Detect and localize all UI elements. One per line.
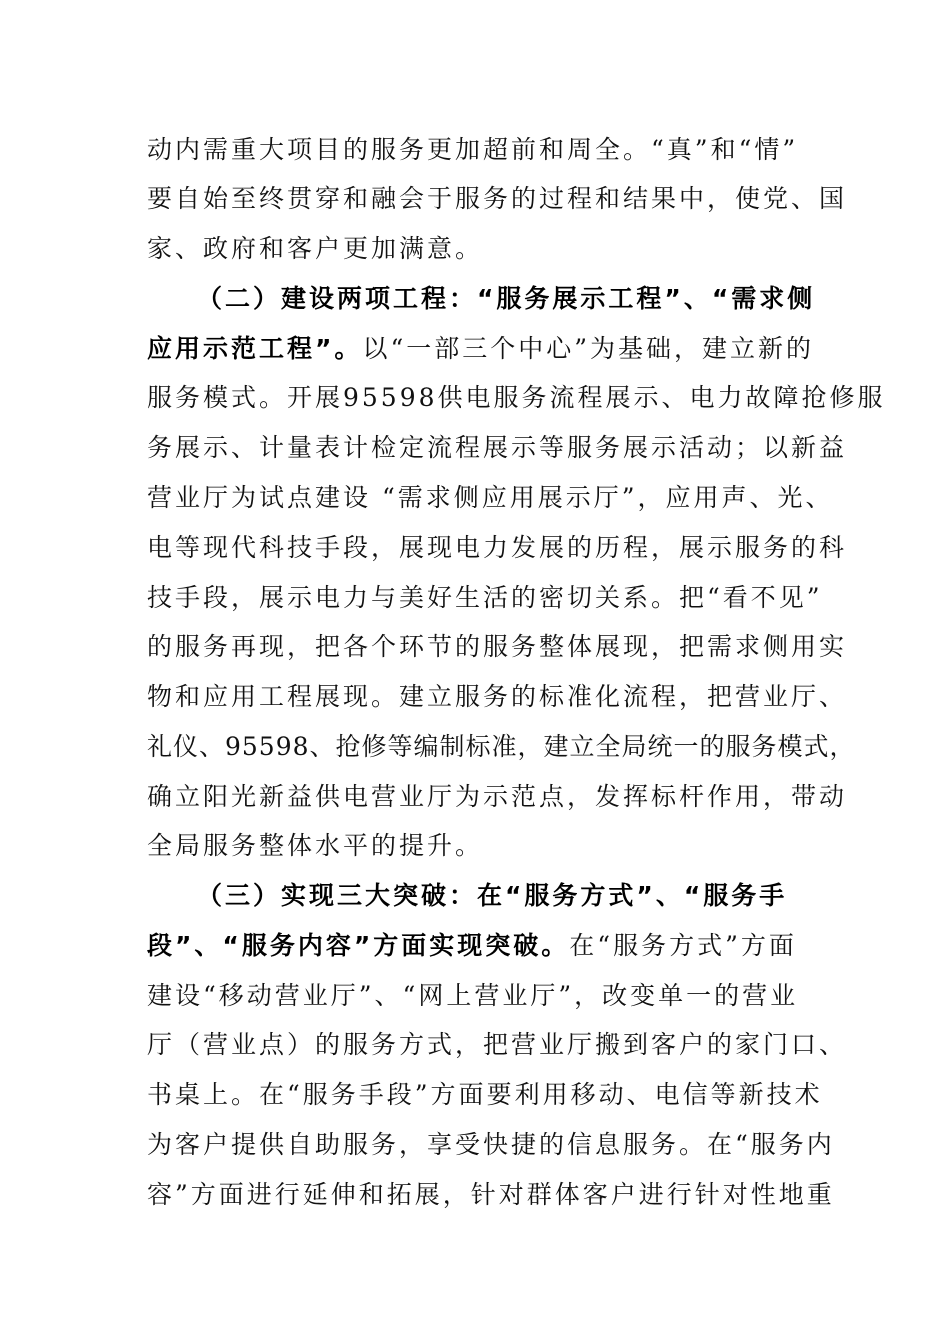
body-line	[147, 1075, 823, 1115]
body-text: 建设“移动营业厅”、“网上营业厅”，改变单一的营业	[147, 981, 799, 1010]
body-text: 服务模式。开展95598供电服务流程展示、电力故障抢修服	[147, 383, 886, 412]
body-text: 厅（营业点）的服务方式，把营业厅搬到客户的家门口、	[147, 1030, 848, 1059]
body-text: 在“服务方式”方面	[569, 931, 797, 960]
body-text: 营业厅为试点建设 “需求侧应用展示厅”，应用声、光、	[147, 483, 834, 512]
body-text: 电等现代科技手段，展现电力发展的历程，展示服务的科	[147, 533, 848, 562]
body-line	[147, 130, 798, 170]
body-text: 要自始至终贯穿和融会于服务的过程和结果中，使党、国	[147, 184, 848, 213]
body-text: 物和应用工程展现。建立服务的标准化流程，把营业厅、	[147, 682, 848, 711]
body-line	[147, 777, 847, 817]
body-text: 动内需重大项目的服务更加超前和周全。“真”和“情”	[147, 135, 799, 164]
body-line	[147, 1025, 847, 1065]
body-line	[147, 179, 847, 219]
body-text: 礼仪、95598、抢修等编制标准，建立全局统一的服务模式，	[147, 732, 856, 761]
body-line	[147, 578, 823, 618]
section-heading: （二）建设两项工程：“服务展示工程”、“需求侧	[197, 284, 816, 313]
section-heading-line	[197, 876, 787, 916]
body-text: 书桌上。在“服务手段”方面要利用移动、电信等新技术	[147, 1080, 823, 1109]
body-text: 技手段，展示电力与美好生活的密切关系。把“看不见”	[147, 583, 823, 612]
body-text: 确立阳光新益供电营业厅为示范点，发挥标杆作用，带动	[147, 782, 848, 811]
body-line	[147, 627, 847, 667]
body-line	[147, 478, 834, 518]
body-text: 容”方面进行延伸和拓展，针对群体客户进行针对性地重	[147, 1180, 835, 1209]
body-line	[147, 428, 847, 468]
section-heading: 应用示范工程”。	[147, 334, 363, 363]
section-heading-line	[147, 329, 814, 369]
section-heading-line	[147, 926, 797, 966]
body-line	[147, 826, 483, 866]
section-heading: （三）实现三大突破：在“服务方式”、“服务手	[197, 881, 788, 910]
body-text: 的服务再现，把各个环节的服务整体展现，把需求侧用实	[147, 632, 848, 661]
body-line	[147, 378, 886, 418]
body-line	[147, 677, 847, 717]
body-line	[147, 1125, 835, 1165]
body-text: 以“一部三个中心”为基础，建立新的	[362, 334, 815, 363]
body-text: 全局服务整体水平的提升。	[147, 831, 484, 860]
body-line	[147, 229, 483, 269]
section-heading-line	[197, 279, 815, 319]
body-line	[147, 727, 856, 767]
body-line	[147, 528, 847, 568]
body-line	[147, 1175, 835, 1215]
section-heading: 段”、“服务内容”方面实现突破。	[147, 931, 570, 960]
body-text: 务展示、计量表计检定流程展示等服务展示活动；以新益	[147, 433, 848, 462]
body-text: 为客户提供自助服务，享受快捷的信息服务。在“服务内	[147, 1130, 835, 1159]
body-text: 家、政府和客户更加满意。	[147, 234, 484, 263]
body-line	[147, 976, 798, 1016]
